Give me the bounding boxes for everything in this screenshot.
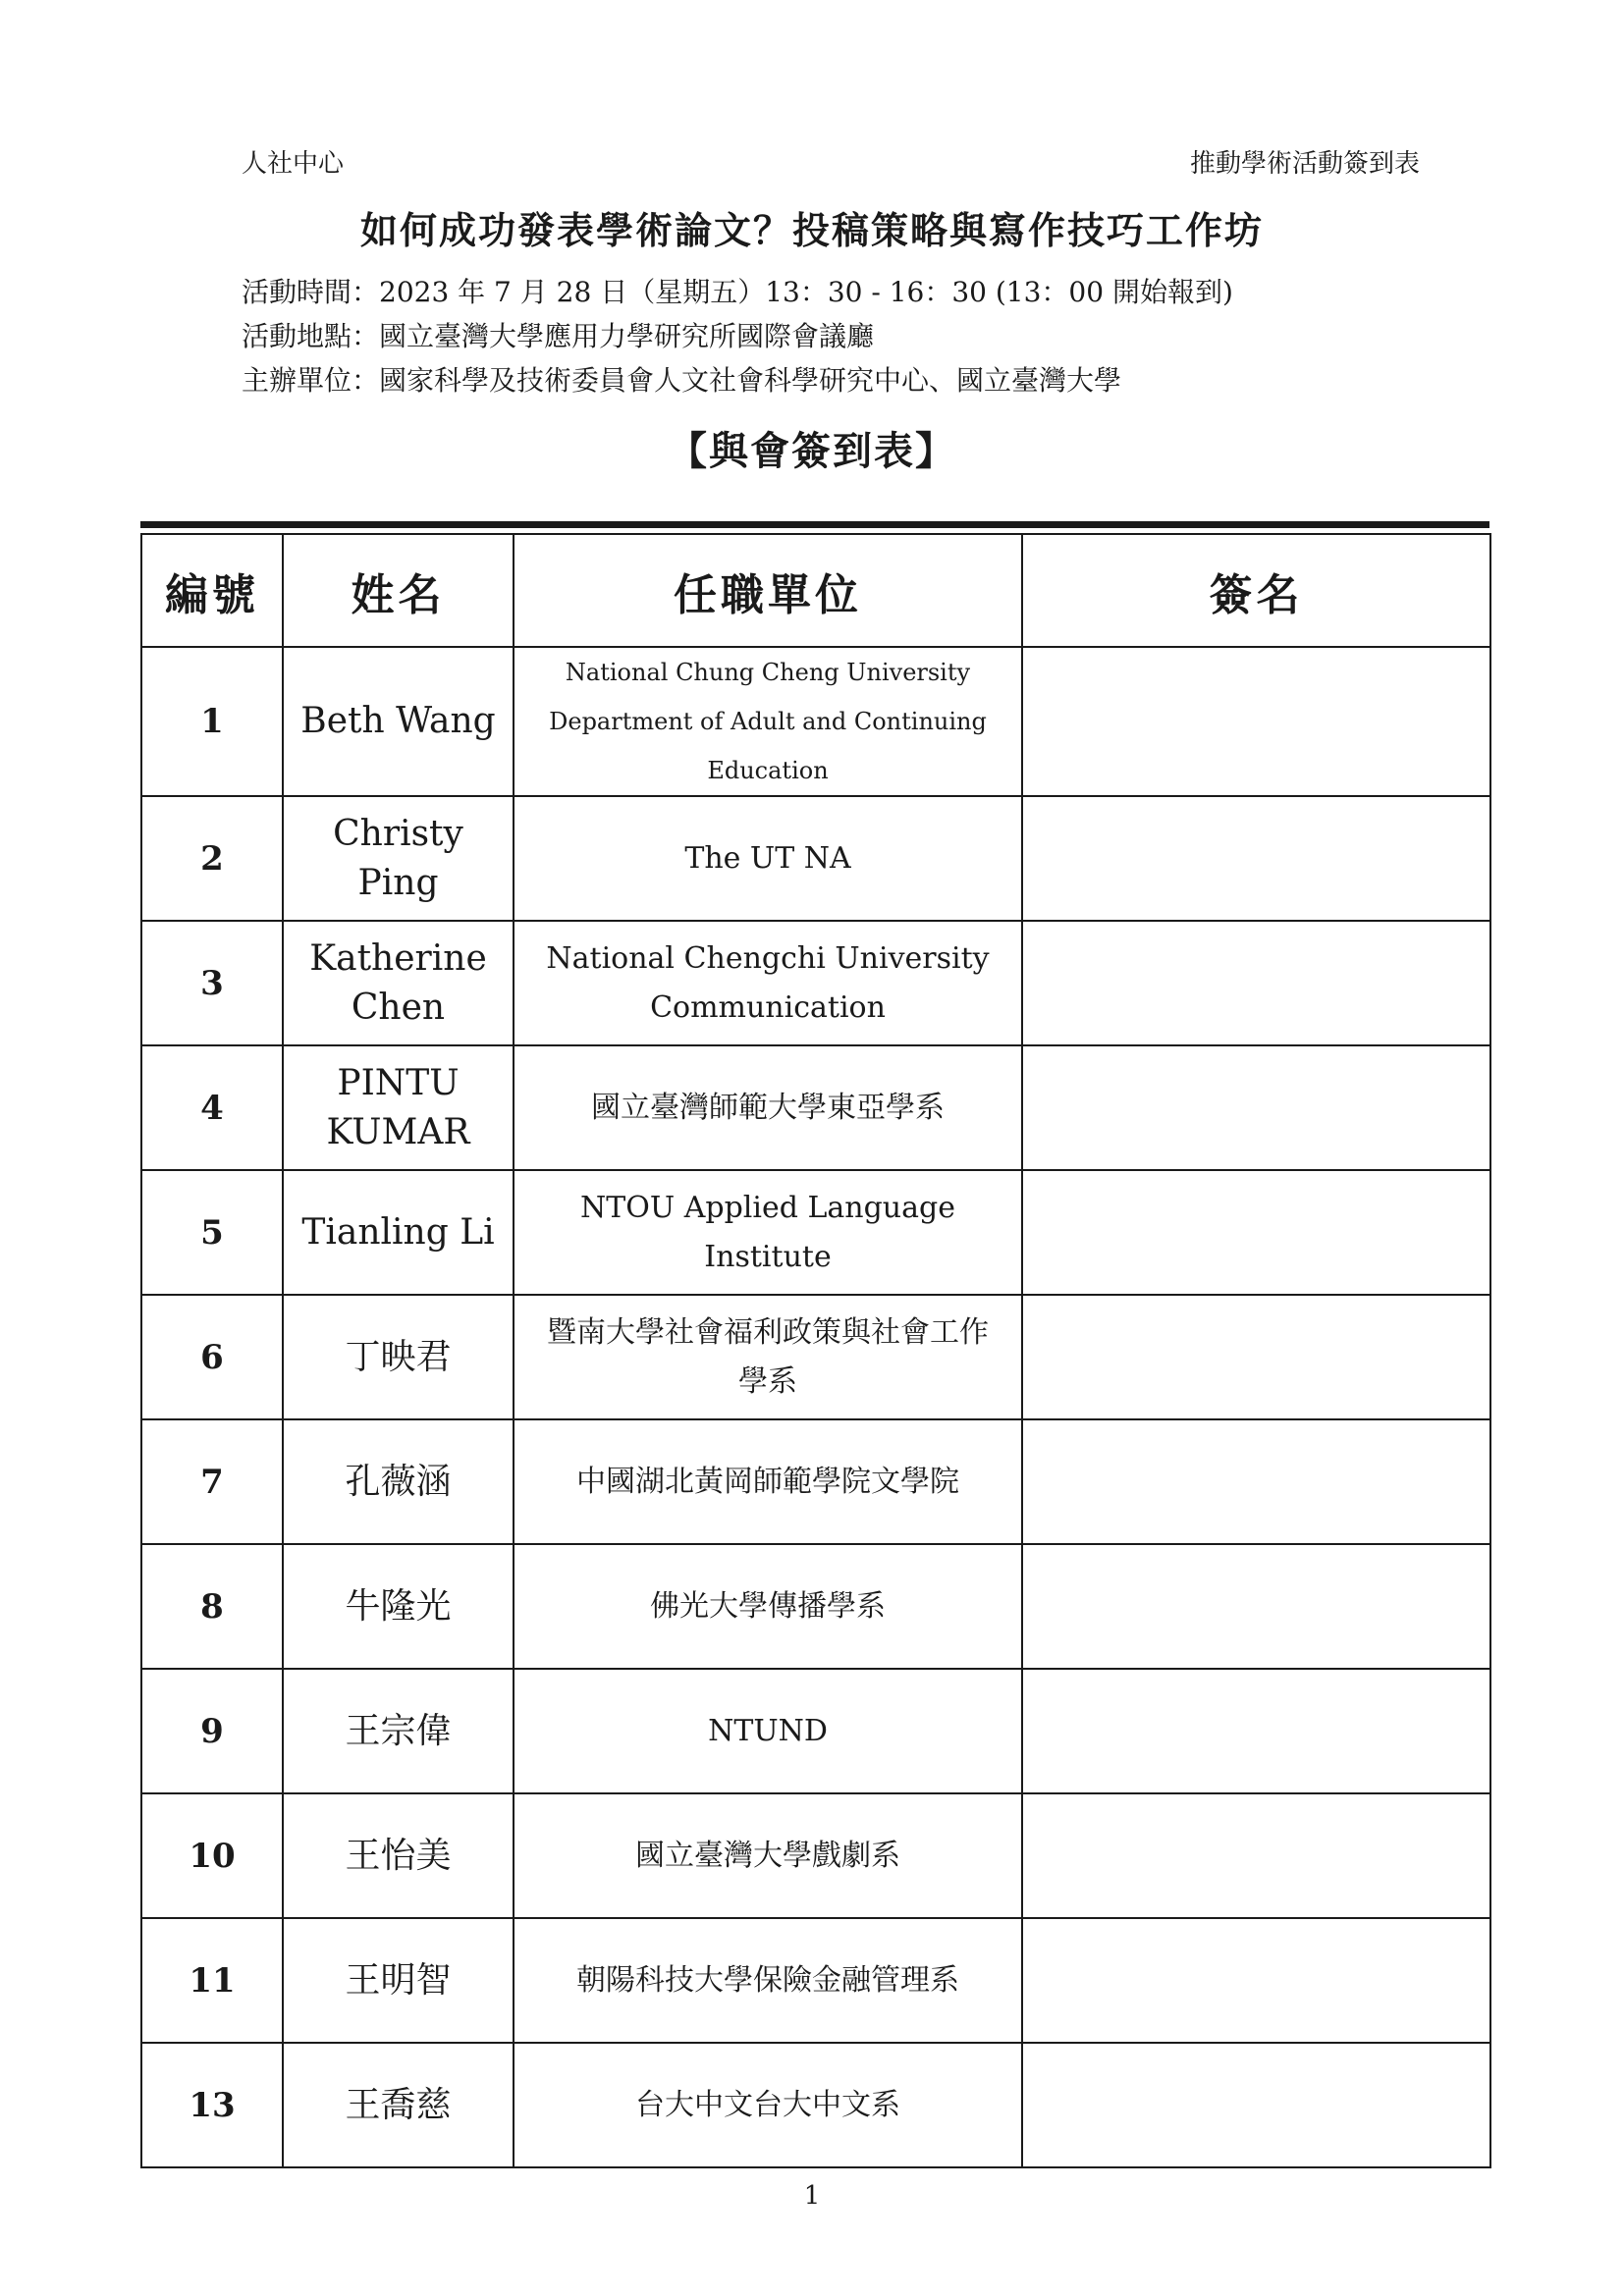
organization-line: National Chung Cheng University (565, 659, 971, 686)
signature-cell[interactable] (1022, 1793, 1490, 1918)
attendee-name: 王明智 (283, 1918, 514, 2043)
organization-line: 國立臺灣大學戲劇系 (635, 1838, 900, 1873)
table-row (141, 1544, 1490, 1669)
event-place: 活動地點：國立臺灣大學應用力學研究所國際會議廳 (242, 320, 875, 352)
row-number: 7 (141, 1419, 283, 1544)
attendee-organization (514, 1544, 1022, 1669)
table-row (141, 1669, 1490, 1793)
row-number: 3 (141, 921, 283, 1045)
attendee-organization (514, 647, 1022, 796)
event-organizer: 主辦單位：國家科學及技術委員會人文社會科學研究中心、國立臺灣大學 (242, 364, 1122, 397)
row-number: 11 (141, 1918, 283, 2043)
signature-cell[interactable] (1022, 1170, 1490, 1295)
signature-cell[interactable] (1022, 1419, 1490, 1544)
organization-line: 暨南大學社會福利政策與社會工作 (547, 1314, 989, 1350)
signature-cell[interactable] (1022, 1918, 1490, 2043)
signature-cell[interactable] (1022, 1045, 1490, 1170)
organization-line: 台大中文台大中文系 (635, 2087, 900, 2122)
organization-line: Communication (650, 989, 886, 1025)
attendee-name: 王喬慈 (283, 2043, 514, 2167)
table-row (141, 2043, 1490, 2167)
row-number: 8 (141, 1544, 283, 1669)
table-row (141, 1295, 1490, 1419)
signature-cell[interactable] (1022, 796, 1490, 921)
signature-cell[interactable] (1022, 1669, 1490, 1793)
attendee-organization (514, 1045, 1022, 1170)
organization-line: National Chengchi University (546, 940, 990, 976)
attendee-name: 牛隆光 (283, 1544, 514, 1669)
organization-line: NTUND (708, 1713, 828, 1748)
signature-cell[interactable] (1022, 1544, 1490, 1669)
row-number: 4 (141, 1045, 283, 1170)
attendee-name: 丁映君 (283, 1295, 514, 1419)
organization-line: The UT NA (684, 840, 851, 876)
column-header-signature: 簽名 (1022, 534, 1490, 647)
sign-in-sheet-title: 【與會簽到表】 (668, 428, 956, 474)
organization-line: 中國湖北黃岡師範學院文學院 (576, 1464, 959, 1499)
attendee-organization (514, 1170, 1022, 1295)
signature-cell[interactable] (1022, 647, 1490, 796)
attendee-organization (514, 1793, 1022, 1918)
sign-in-table (140, 533, 1491, 2168)
row-number: 10 (141, 1793, 283, 1918)
attendee-name: 王宗偉 (283, 1669, 514, 1793)
table-row (141, 921, 1490, 1045)
row-number: 2 (141, 796, 283, 921)
attendee-organization (514, 921, 1022, 1045)
attendee-name: Tianling Li (283, 1170, 514, 1295)
page-number: 1 (803, 2181, 821, 2211)
document-title: 如何成功發表學術論文？投稿策略與寫作技巧工作坊 (359, 208, 1264, 252)
row-number: 9 (141, 1669, 283, 1793)
table-row (141, 1918, 1490, 2043)
header-right: 推動學術活動簽到表 (1189, 149, 1420, 179)
row-number: 13 (141, 2043, 283, 2167)
attendee-name: PINTU KUMAR (283, 1045, 514, 1170)
attendee-name: 孔薇涵 (283, 1419, 514, 1544)
event-time: 活動時間：2023 年 7 月 28 日（星期五）13：30 - 16：30 (13：00 開始報到) (242, 276, 1233, 308)
row-number: 1 (141, 647, 283, 796)
organization-line: 佛光大學傳播學系 (650, 1588, 886, 1624)
table-row (141, 1170, 1490, 1295)
table-row (141, 1419, 1490, 1544)
signature-cell[interactable] (1022, 1295, 1490, 1419)
attendee-organization (514, 2043, 1022, 2167)
attendee-organization (514, 796, 1022, 921)
table-row (141, 1793, 1490, 1918)
attendee-name: 王怡美 (283, 1793, 514, 1918)
organization-line: 學系 (738, 1363, 797, 1399)
table-row (141, 647, 1490, 796)
table-header-row (141, 534, 1490, 647)
attendee-organization (514, 1295, 1022, 1419)
table-top-rule (140, 521, 1489, 528)
column-header-name: 姓名 (283, 534, 514, 647)
attendee-organization (514, 1669, 1022, 1793)
organization-line: NTOU Applied Language Institute (580, 1190, 955, 1274)
row-number: 5 (141, 1170, 283, 1295)
attendee-name: Christy Ping (283, 796, 514, 921)
attendee-organization (514, 1918, 1022, 2043)
organization-line: 國立臺灣師範大學東亞學系 (591, 1090, 945, 1125)
table-row (141, 796, 1490, 921)
header-left: 人社中心 (242, 149, 345, 179)
column-header-organization: 任職單位 (514, 534, 1022, 647)
organization-line: 朝陽科技大學保險金融管理系 (576, 1962, 959, 1998)
attendee-organization (514, 1419, 1022, 1544)
signature-cell[interactable] (1022, 2043, 1490, 2167)
column-header-number: 編號 (141, 534, 283, 647)
signature-cell[interactable] (1022, 921, 1490, 1045)
attendee-name: Beth Wang (283, 647, 514, 796)
attendee-name: Katherine Chen (283, 921, 514, 1045)
table-row (141, 1045, 1490, 1170)
organization-line: Department of Adult and Continuing Education (549, 708, 987, 784)
row-number: 6 (141, 1295, 283, 1419)
